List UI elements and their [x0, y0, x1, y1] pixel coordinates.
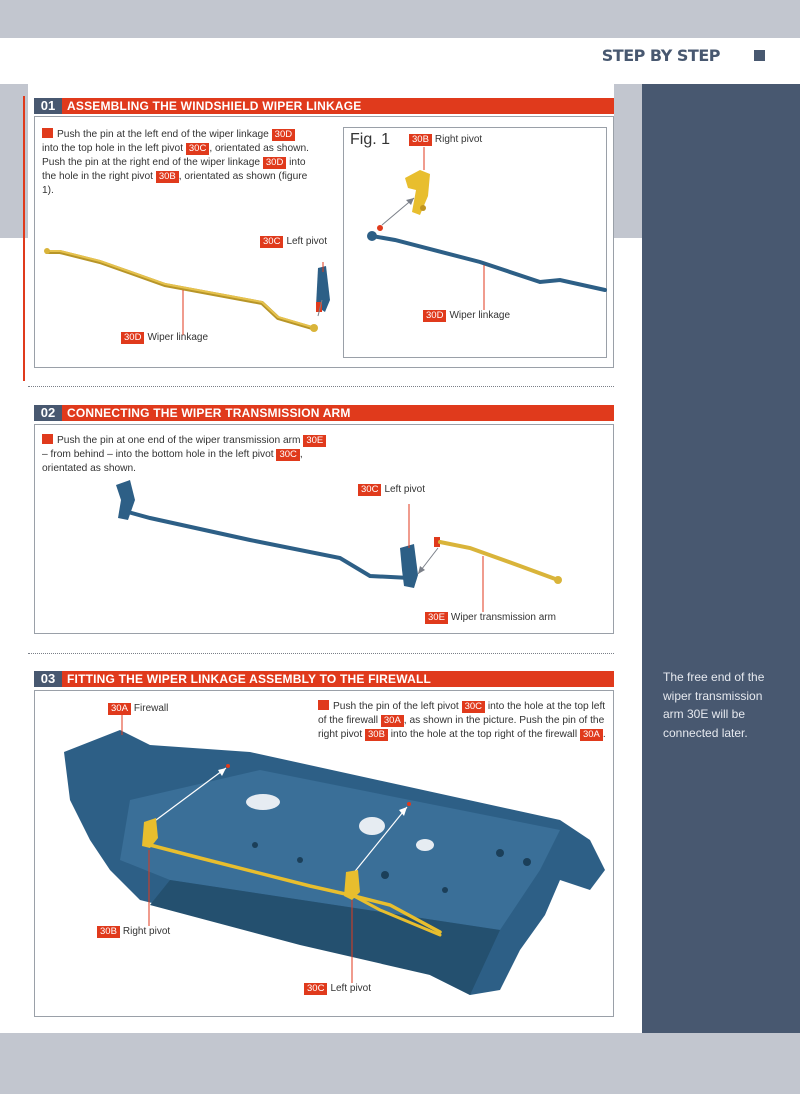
part-tag: 30C: [186, 143, 209, 155]
label-text: Right pivot: [434, 134, 483, 145]
part-tag: 30D: [263, 157, 286, 169]
instruction-text: , orientated as shown (figure 1).: [42, 171, 308, 196]
step-title: CONNECTING THE WIPER TRANSMISSION ARM: [67, 406, 351, 420]
part-tag: 30D: [121, 332, 144, 344]
part-tag: 30D: [272, 129, 295, 141]
instruction-text: into the hole at the top left of the firewall: [318, 701, 606, 726]
instruction-text: Push the pin of the left pivot: [333, 701, 459, 712]
part-tag: 30E: [303, 435, 326, 447]
label-text: Firewall: [133, 703, 169, 714]
part-tag: 30B: [409, 134, 432, 146]
instruction-text: into the hole at the top right of the firewall: [390, 729, 578, 740]
firewall-part: [64, 730, 605, 995]
label-text: Left pivot: [330, 983, 372, 994]
part-tag: 30C: [304, 983, 327, 995]
part-tag: 30D: [423, 310, 446, 322]
part-tag: 30C: [276, 449, 299, 461]
label-text: Left pivot: [286, 236, 328, 247]
header-title-part2: BY STEP: [649, 46, 720, 65]
label-text: Right pivot: [122, 926, 171, 937]
label-left-pivot: [304, 983, 371, 995]
instruction-text: into the hole in the right pivot: [42, 157, 306, 182]
part-tag: 30C: [358, 484, 381, 496]
figure-1-title: Fig. 1: [350, 131, 391, 148]
step-title: FITTING THE WIPER LINKAGE ASSEMBLY TO THE FIREWALL: [67, 672, 432, 686]
instruction-text: , orientated as shown. Push the pin at the right end of the wiper linkage: [42, 143, 309, 168]
part-tag: 30B: [97, 926, 120, 938]
label-text: Wiper linkage: [147, 332, 209, 343]
part-tag: 30E: [425, 612, 448, 624]
instruction-text: Push the pin at one end of the wiper transmission arm: [57, 435, 301, 446]
instruction-text: .: [602, 729, 606, 740]
label-text: Wiper transmission arm: [450, 612, 556, 623]
part-tag: 30C: [462, 701, 485, 713]
label-firewall: [108, 703, 168, 715]
instruction-text: , orientated as shown.: [42, 449, 303, 474]
part-tag: 30A: [580, 729, 603, 741]
label-right-pivot: [97, 926, 170, 938]
instruction-text: , as shown in the picture. Push the pin of the right pivot: [318, 715, 605, 740]
label-text: Left pivot: [384, 484, 426, 495]
part-tag: 30A: [108, 703, 131, 715]
step-number: 03: [34, 671, 62, 687]
instruction-text: into the top hole in the left pivot: [42, 143, 184, 154]
step-number: 01: [34, 98, 62, 114]
instruction-text: Push the pin at the left end of the wiper linkage: [57, 129, 269, 140]
part-tag: 30B: [156, 171, 179, 183]
header-title-part1: STEP: [601, 46, 645, 65]
part-tag: 30C: [260, 236, 283, 248]
part-tag: 30B: [365, 729, 388, 741]
step-title: ASSEMBLING THE WINDSHIELD WIPER LINKAGE: [67, 99, 362, 113]
label-text: Wiper linkage: [449, 310, 511, 321]
instruction-text: – from behind – into the bottom hole in the left pivot: [42, 449, 274, 460]
sidebar-note: The free end of the wiper transmission arm 30E will be connected later.: [663, 670, 765, 740]
step-number: 02: [34, 405, 62, 421]
part-tag: 30A: [381, 715, 404, 727]
